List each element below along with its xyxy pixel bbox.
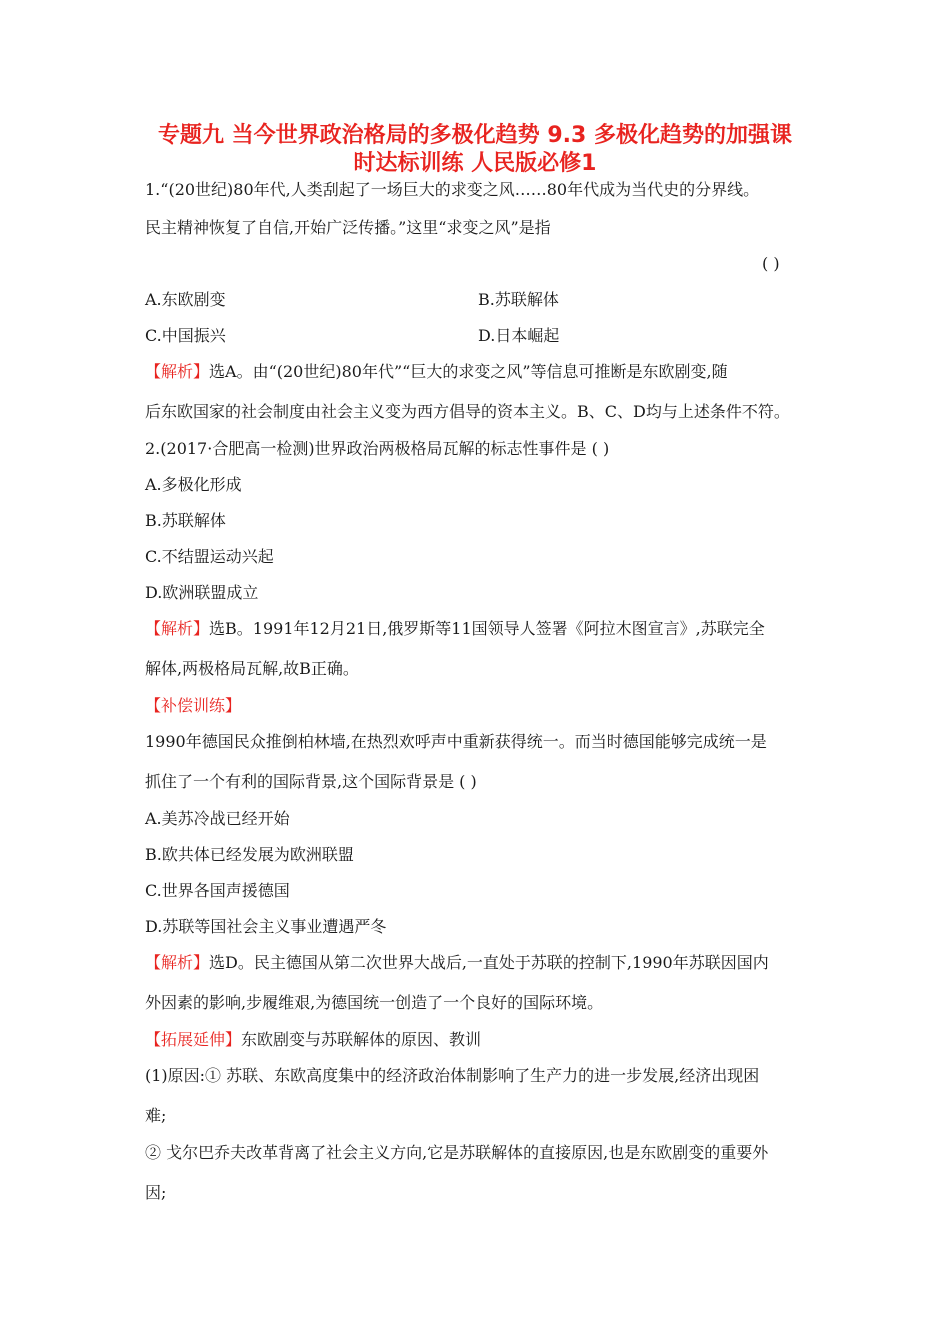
- extension-tag: 【拓展延伸】: [145, 1030, 242, 1049]
- extension-point-2-line-1: ② 戈尔巴乔夫改革背离了社会主义方向,它是苏联解体的直接原因,也是东欧剧变的重要外: [145, 1143, 769, 1162]
- document-title-line-1: 专题九 当今世界政治格局的多极化趋势 9.3 多极化趋势的加强课: [158, 123, 792, 148]
- document-title-line-2: 时达标训练 人民版必修1: [353, 151, 597, 176]
- supplement-analysis-line-2: 外因素的影响,步履维艰,为德国统一创造了一个良好的国际环境。: [145, 993, 604, 1012]
- supplement-option-b: B.欧共体已经发展为欧洲联盟: [145, 845, 354, 864]
- analysis-tag: 【解析】: [145, 619, 210, 638]
- supplement-option-d: D.苏联等国社会主义事业遭遇严冬: [145, 917, 387, 936]
- q1-stem-line-1: 1.“(20世纪)80年代,人类刮起了一场巨大的求变之风……80年代成为当代史的分界线。: [145, 180, 760, 199]
- q1-option-c: C.中国振兴: [145, 326, 226, 345]
- extension-point-1-line-1: (1)原因:① 苏联、东欧高度集中的经济政治体制影响了生产力的进一步发展,经济出现困: [145, 1066, 760, 1085]
- extension-point-1-line-2: 难;: [145, 1106, 167, 1125]
- q2-option-c: C.不结盟运动兴起: [145, 547, 274, 566]
- extension-point-2-line-2: 因;: [145, 1183, 167, 1202]
- analysis-tag: 【解析】: [145, 362, 210, 381]
- q2-stem: 2.(2017·合肥高一检测)世界政治两极格局瓦解的标志性事件是 ( ): [145, 439, 610, 458]
- supplement-analysis-line-1: [145, 953, 810, 973]
- q2-option-a: A.多极化形成: [145, 475, 242, 494]
- q2-analysis-line-1: [145, 619, 810, 639]
- q1-option-b: B.苏联解体: [478, 290, 559, 309]
- q1-option-d: D.日本崛起: [478, 326, 560, 345]
- supplement-stem-line-1: 1990年德国民众推倒柏林墙,在热烈欢呼声中重新获得统一。而当时德国能够完成统一是: [145, 732, 767, 751]
- supplement-option-c: C.世界各国声援德国: [145, 881, 290, 900]
- extension-heading-line: [145, 1030, 810, 1050]
- q1-analysis-text: 选A。由“(20世纪)80年代”“巨大的求变之风”等信息可推断是东欧剧变,随: [209, 362, 728, 381]
- q1-option-a: A.东欧剧变: [145, 290, 226, 309]
- q1-answer-blank: ( ): [762, 254, 780, 273]
- q1-analysis-line-2: 后东欧国家的社会制度由社会主义变为西方倡导的资本主义。B、C、D均与上述条件不符。: [145, 402, 790, 421]
- q2-option-b: B.苏联解体: [145, 511, 226, 530]
- q1-analysis-line-1: [145, 362, 810, 382]
- supplement-stem-line-2: 抓住了一个有利的国际背景,这个国际背景是 ( ): [145, 772, 477, 791]
- analysis-tag: 【解析】: [145, 953, 210, 972]
- supplement-tag: 【补偿训练】: [145, 696, 242, 715]
- q2-analysis-text: 选B。1991年12月21日,俄罗斯等11国领导人签署《阿拉木图宣言》,苏联完全: [209, 619, 765, 638]
- extension-heading: 东欧剧变与苏联解体的原因、教训: [241, 1030, 482, 1049]
- q2-analysis-line-2: 解体,两极格局瓦解,故B正确。: [145, 659, 359, 678]
- supplement-analysis-text: 选D。民主德国从第二次世界大战后,一直处于苏联的控制下,1990年苏联因国内: [209, 953, 769, 972]
- q2-option-d: D.欧洲联盟成立: [145, 583, 259, 602]
- supplement-option-a: A.美苏冷战已经开始: [145, 809, 290, 828]
- q1-stem-line-2: 民主精神恢复了自信,开始广泛传播。”这里“求变之风”是指: [145, 218, 551, 237]
